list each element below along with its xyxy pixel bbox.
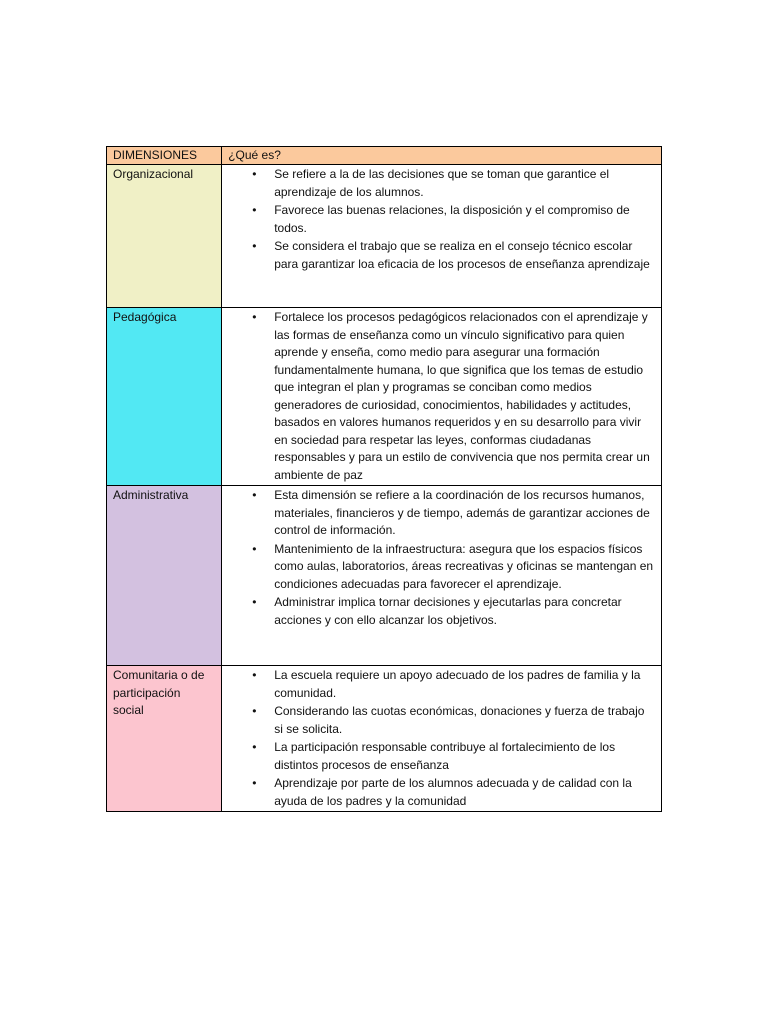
- bullet-icon: •: [252, 776, 257, 790]
- bullet-icon: •: [252, 595, 257, 609]
- header-que-es: ¿Qué es?: [222, 147, 662, 165]
- description-cell: [222, 486, 662, 666]
- bullet-list: [222, 165, 661, 273]
- table-row-administrativa: [107, 486, 662, 666]
- list-item-text: Aprendizaje por parte de los alumnos adecuada y de calidad con la ayuda de los padres y la comunidad: [274, 776, 632, 808]
- list-item: [252, 238, 655, 273]
- bullet-icon: •: [252, 310, 257, 324]
- list-item-text: Administrar implica tornar decisiones y ejecutarlas para concretar acciones y con ello alcanzar los objetivos.: [274, 595, 622, 627]
- list-item: [252, 594, 655, 629]
- list-item-text: La participación responsable contribuye al fortalecimiento de los distintos procesos de enseñanza: [274, 740, 616, 772]
- list-item-text: Se refiere a la de las decisiones que se toman que garantice el aprendizaje de los alumnos.: [274, 167, 610, 199]
- bullet-list: [222, 486, 661, 629]
- list-item: [252, 202, 655, 237]
- dimension-label: Comunitaria o de participación social: [113, 668, 205, 717]
- bullet-icon: •: [252, 488, 257, 502]
- bullet-icon: •: [252, 541, 257, 556]
- table-row-comunitaria: [107, 666, 662, 812]
- table-row-organizacional: [107, 165, 662, 308]
- dimension-label: Administrativa: [113, 488, 189, 502]
- description-cell: [222, 666, 662, 812]
- list-item: [252, 541, 655, 594]
- list-item-text: Considerando las cuotas económicas, donaciones y fuerza de trabajo si se solicita.: [274, 704, 645, 736]
- list-item: [252, 487, 655, 540]
- list-item-text: La escuela requiere un apoyo adecuado de los padres de familia y la comunidad.: [274, 668, 641, 700]
- list-item-text: Fortalece los procesos pedagógicos relacionados con el aprendizaje y las formas de enseñanza como un vínculo significativo para quien aprende y enseña, como medio para asegurar una formación fundamentalmente humana, lo que significa que los temas de estudio que integran el plan y programas se conciban como medios generadores de curiosidad, conocimientos, habilidades y actitudes, basados en valores humanos requeridos y en su desarrollo para vivir en sociedad para respetar las leyes, conformas ciudadanas responsables y para un estilo de convivencia que nos permita crear un ambiente de paz: [274, 310, 650, 482]
- list-item-text: Mantenimiento de la infraestructura: asegura que los espacios físicos como aulas, laboratorios, áreas recreativas y oficinas se mantengan en condiciones adecuadas para favorecer el aprendizaje.: [274, 541, 654, 591]
- dimension-label: Organizacional: [113, 167, 194, 181]
- bullet-list: [222, 308, 661, 484]
- bullet-list: [222, 666, 661, 810]
- table-row-pedagogica: [107, 308, 662, 486]
- list-item-text: Se considera el trabajo que se realiza en el consejo técnico escolar para garantizar loa eficacia de los procesos de enseñanza aprendizaje: [274, 239, 650, 271]
- list-item-text: Favorece las buenas relaciones, la disposición y el compromiso de todos.: [274, 203, 630, 235]
- list-item: [252, 739, 655, 774]
- bullet-icon: •: [252, 167, 257, 181]
- list-item: [252, 703, 655, 738]
- description-cell: [222, 308, 662, 486]
- dimensions-table: [106, 146, 662, 812]
- dimension-cell: [107, 165, 222, 308]
- table-header-row: [107, 147, 662, 165]
- bullet-icon: •: [252, 239, 257, 253]
- list-item: [252, 667, 655, 702]
- bullet-icon: •: [252, 740, 257, 754]
- list-item: [252, 309, 655, 484]
- list-item-text: Esta dimensión se refiere a la coordinación de los recursos humanos, materiales, financieros y de tiempo, además de garantizar acciones de control de información.: [274, 488, 650, 537]
- header-dimensions: DIMENSIONES: [107, 147, 222, 165]
- dimension-cell: [107, 486, 222, 666]
- bullet-icon: •: [252, 704, 257, 718]
- dimension-cell: [107, 308, 222, 486]
- bullet-icon: •: [252, 203, 257, 217]
- dimension-cell: [107, 666, 222, 812]
- description-cell: [222, 165, 662, 308]
- bullet-icon: •: [252, 668, 257, 682]
- list-item: [252, 166, 655, 201]
- dimension-label: Pedagógica: [113, 310, 177, 324]
- list-item: [252, 775, 655, 810]
